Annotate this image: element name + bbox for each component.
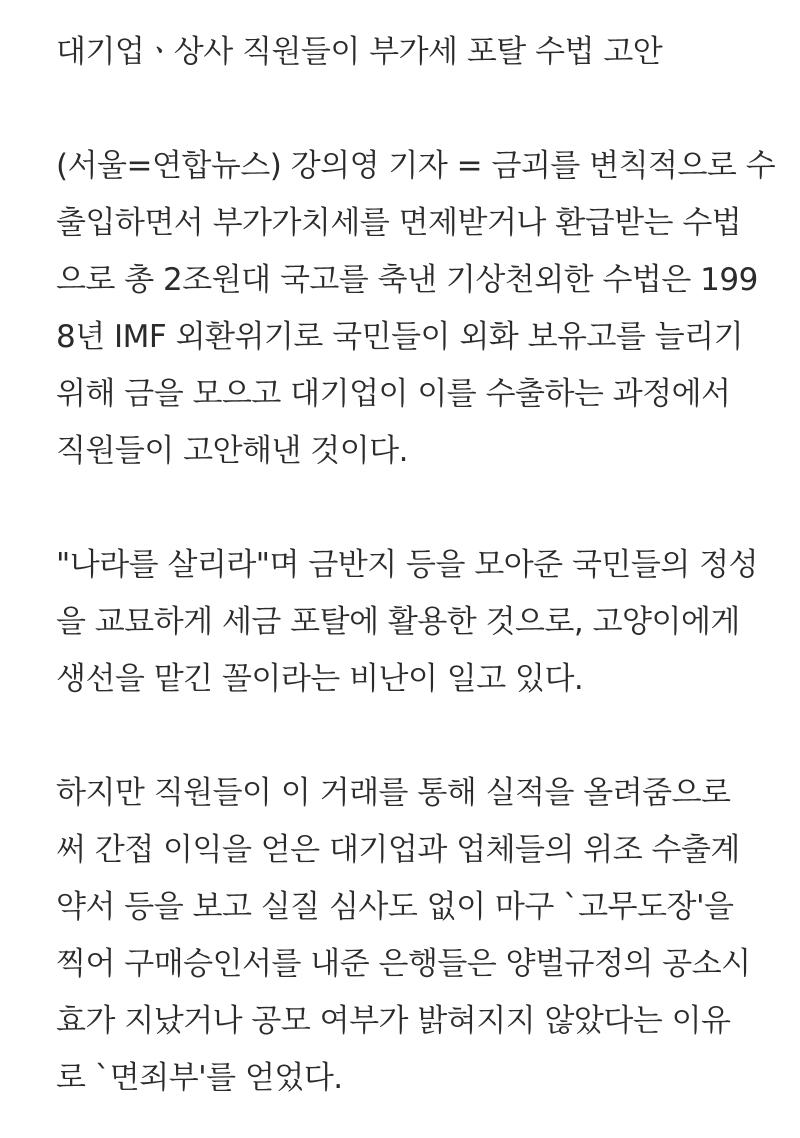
paragraph-line: 위해 금을 모으고 대기업이 이를 수출하는 과정에서 [56,376,731,412]
paragraph-line: 하지만 직원들이 이 거래를 통해 실적을 올려줌으로 [56,775,731,811]
paragraph-line: 로 `면죄부'를 얻었다. [56,1060,343,1096]
paragraph-line: 효가 지났거나 공모 여부가 밝혀지지 않았다는 이유 [56,1003,731,1039]
paragraph-line: 을 교묘하게 세금 포탈에 활용한 것으로, 고양이에게 [56,604,740,640]
paragraph-line: "나라를 살리라"며 금반지 등을 모아준 국민들의 정성 [56,547,759,583]
paragraph-line: 으로 총 2조원대 국고를 축낸 기상천외한 수법은 199 [56,262,758,298]
paragraph-line: 써 간접 이익을 얻은 대기업과 업체들의 위조 수출계 [56,832,740,868]
paragraph-line: 찍어 구매승인서를 내준 은행들은 양벌규정의 공소시 [56,946,751,982]
article-title: 대기업ㆍ상사 직원들이 부가세 포탈 수법 고안 [56,34,663,70]
paragraph-line: 생선을 맡긴 꼴이라는 비난이 일고 있다. [56,661,584,697]
paragraph-line: 직원들이 고안해낸 것이다. [56,433,408,469]
paragraph-line: 약서 등을 보고 실질 심사도 없이 마구 `고무도장'을 [56,889,734,925]
paragraph-line: (서울=연합뉴스) 강의영 기자 = 금괴를 변칙적으로 수 [56,148,776,184]
paragraph-line: 8년 IMF 외환위기로 국민들이 외화 보유고를 늘리기 [56,319,744,355]
paragraph-line: 출입하면서 부가가치세를 면제받거나 환급받는 수법 [56,205,742,241]
